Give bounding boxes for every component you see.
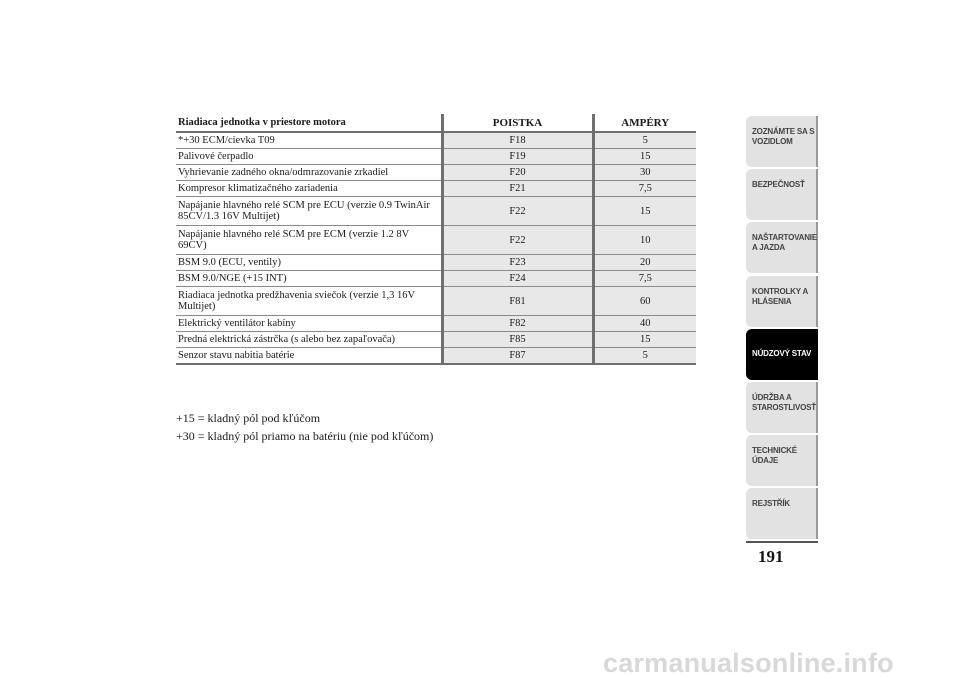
cell-amperes: 10 [593,226,696,255]
chapter-tab[interactable]: REJSTŘÍK [746,488,818,539]
cell-fuse: F21 [442,181,593,197]
cell-unit: Kompresor klimatizačného zariadenia [176,181,442,197]
chapter-tab[interactable]: NÚDZOVÝ STAV [746,329,818,380]
cell-amperes: 7,5 [593,271,696,287]
cell-fuse: F24 [442,271,593,287]
footnote-plus15: +15 = kladný pól pod kľúčom [176,411,321,425]
chapter-tab[interactable]: TECHNICKÉ ÚDAJE [746,435,818,486]
cell-amperes: 7,5 [593,181,696,197]
footnotes [176,409,433,445]
cell-unit: BSM 9.0/NGE (+15 INT) [176,271,442,287]
cell-unit: Predná elektrická zástrčka (s alebo bez zapaľovača) [176,332,442,348]
cell-unit: Riadiaca jednotka predžhavenia sviečok (verzie 1,3 16V Multijet) [176,287,442,316]
chapter-tabs [746,116,818,542]
cell-amperes: 30 [593,165,696,181]
page-number: 191 [758,547,784,566]
watermark: carmanualsonline.info [603,648,894,678]
cell-amperes: 15 [593,149,696,165]
cell-fuse: F87 [442,348,593,365]
cell-fuse: F82 [442,316,593,332]
chapter-tab[interactable]: NAŠTARTOVANIE A JAZDA [746,222,818,273]
chapter-tab[interactable]: ZOZNÁMTE SA S VOZIDLOM [746,116,818,167]
cell-amperes: 40 [593,316,696,332]
cell-unit: BSM 9.0 (ECU, ventily) [176,255,442,271]
footnote-plus30: +30 = kladný pól priamo na batériu (nie pod kľúčom) [176,429,434,443]
cell-fuse: F22 [442,197,593,226]
cell-unit: *+30 ECM/cievka T09 [176,132,442,149]
table-row [176,271,696,287]
table-row [176,332,696,348]
table-row [176,316,696,332]
chapter-tab[interactable]: ÚDRŽBA A STAROSTLIVOSŤ [746,382,818,433]
table-body [176,132,696,364]
table-row [176,181,696,197]
chapter-tab[interactable]: BEZPEČNOSŤ [746,169,818,220]
column-header-fuse: POISTKA [442,114,593,132]
table-header-row [176,114,696,132]
cell-unit: Senzor stavu nabitia batérie [176,348,442,365]
cell-amperes: 5 [593,132,696,149]
table-row [176,132,696,149]
cell-fuse: F20 [442,165,593,181]
cell-amperes: 60 [593,287,696,316]
table-row [176,149,696,165]
table-row [176,197,696,226]
column-header-amperes: AMPÉRY [593,114,696,132]
table-row [176,287,696,316]
table-row [176,255,696,271]
cell-amperes: 20 [593,255,696,271]
cell-fuse: F18 [442,132,593,149]
chapter-tab[interactable]: KONTROLKY A HLÁSENIA [746,276,818,327]
cell-fuse: F22 [442,226,593,255]
cell-amperes: 15 [593,332,696,348]
cell-unit: Vyhrievanie zadného okna/odmrazovanie zrkadiel [176,165,442,181]
cell-amperes: 15 [593,197,696,226]
cell-amperes: 5 [593,348,696,365]
cell-fuse: F85 [442,332,593,348]
cell-unit: Napájanie hlavného relé SCM pre ECM (verzie 1.2 8V 69CV) [176,226,442,255]
cell-fuse: F23 [442,255,593,271]
table-row [176,226,696,255]
cell-unit: Elektrický ventilátor kabíny [176,316,442,332]
cell-fuse: F19 [442,149,593,165]
cell-fuse: F81 [442,287,593,316]
column-header-unit: Riadiaca jednotka v priestore motora [176,114,442,132]
cell-unit: Palivové čerpadlo [176,149,442,165]
table-row [176,165,696,181]
table-row [176,348,696,365]
fuse-table [176,114,696,365]
tab-divider [746,541,818,543]
cell-unit: Napájanie hlavného relé SCM pre ECU (verzie 0.9 TwinAir 85CV/1.3 16V Multijet) [176,197,442,226]
